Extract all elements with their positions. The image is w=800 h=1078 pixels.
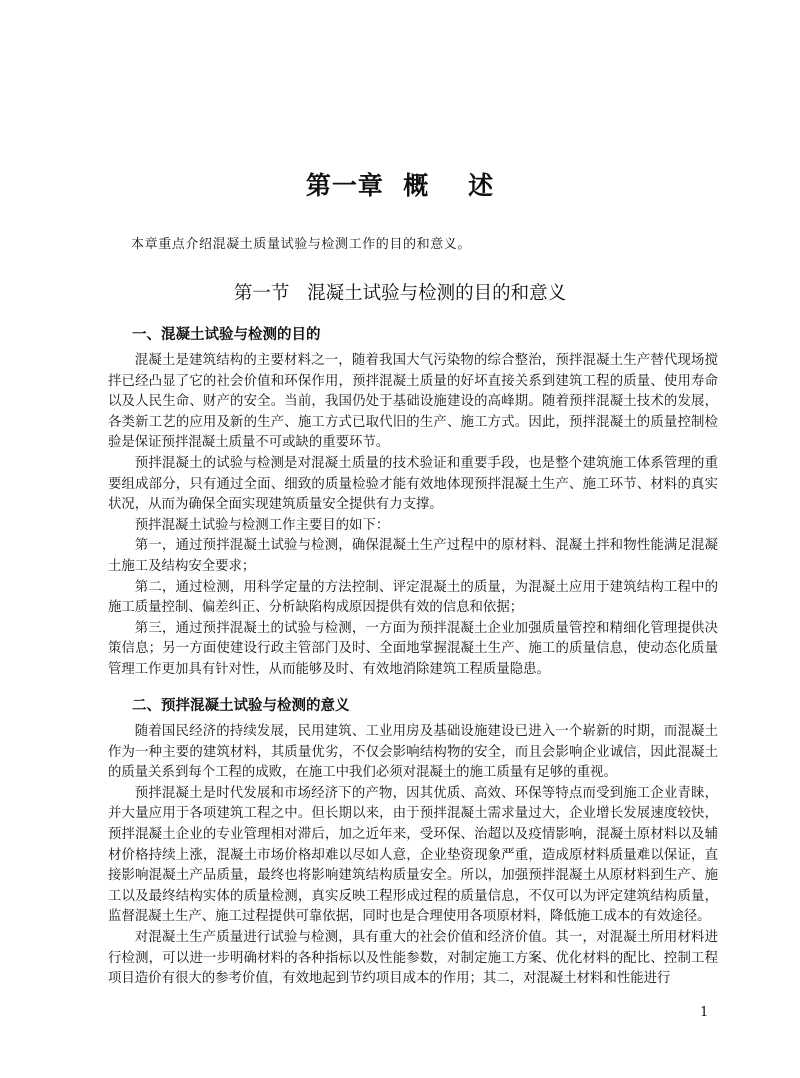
page-number: 1 xyxy=(700,1005,709,1020)
paragraph: 第一，通过预拌混凝土试验与检测，确保混凝土生产过程中的原材料、混凝土拌和物性能满足混凝土施工及结构安全要求； xyxy=(108,538,718,574)
purpose-body xyxy=(108,351,718,681)
chapter-intro: 本章重点介绍混凝土质量试验与检测工作的目的和意义。 xyxy=(131,237,472,252)
paragraph: 对混凝土生产质量进行试验与检测，具有重大的社会价值和经济价值。其一，对混凝土所用材料进行检测，可以进一步明确材料的各种指标以及性能参数，对制定施工方案、优化材料的配比、控制工程项目造价有很大的参考价值，有效地起到节约项目成本的作用；其二，对混凝土材料和性能进行 xyxy=(108,929,718,987)
paragraph: 随着国民经济的持续发展，民用建筑、工业用房及基础设施建设已进入一个崭新的时期，而混凝土作为一种主要的建筑材料，其质量优劣，不仅会影响结构物的安全，而且会影响企业诚信，因此混凝土的质量关系到每个工程的成败，在施工中我们必须对混凝土的施工质量有足够的重视。 xyxy=(108,724,718,781)
paragraph: 第三，通过预拌混凝土的试验与检测，一方面为预拌混凝土企业加强质量管控和精细化管理提供决策信息；另一方面使建设行政主管部门及时、全面地掌握混凝土生产、施工的质量信息，使动态化质量管理工作更加具有针对性，从而能够及时、有效地消除建筑工程质量隐患。 xyxy=(108,620,718,677)
paragraph: 第二，通过检测，用科学定量的方法控制、评定混凝土的质量，为混凝土应用于建筑结构工程中的施工质量控制、偏差纠正、分析缺陷构成原因提供有效的信息和依据； xyxy=(108,579,718,616)
paragraph: 混凝土是建筑结构的主要材料之一，随着我国大气污染物的综合整治，预拌混凝土生产替代现场搅拌已经凸显了它的社会价值和环保作用，预拌混凝土质量的好坏直接关系到建筑工程的质量、使用寿命以及人民生命、财产的安全。当前，我国仍处于基础设施建设的高峰期。随着预拌混凝土技术的发展，各类新工艺的应用及新的生产、施工方式已取代旧的生产、施工方式。因此，预拌混凝土的质量控制检验是保证预拌混凝土质量不可或缺的重要环节。 xyxy=(108,353,718,451)
paragraph: 预拌混凝土试验与检测工作主要目的如下： xyxy=(134,517,390,533)
significance-body xyxy=(108,722,718,990)
heading-significance: 二、预拌混凝土试验与检测的意义 xyxy=(132,698,350,714)
section-title: 第一节 混凝土试验与检测的目的和意义 xyxy=(233,283,567,304)
paragraph: 预拌混凝土的试验与检测是对混凝土质量的技术验证和重要手段，也是整个建筑施工体系管理的重要组成部分，只有通过全面、细致的质量检验才能有效地体现预拌混凝土生产、施工环节、材料的真实状况，从而为确保全面实现建筑质量安全提供有力支撑。 xyxy=(108,455,718,513)
heading-purpose: 一、混凝土试验与检测的目的 xyxy=(132,327,321,343)
chapter-title: 第一章 概 述 xyxy=(305,171,495,200)
paragraph: 预拌混凝土是时代发展和市场经济下的产物，因其优质、高效、环保等特点而受到施工企业青睐，并大量应用于各项建筑工程之中。但长期以来，由于预拌混凝土需求量过大，企业增长发展速度较快，预拌混凝土企业的专业管理相对滞后，加之近年来，受环保、治超以及疫情影响，混凝土原材料以及辅材价格持续上涨，混凝土市场价格却难以尽如人意，企业垫资现象严重，造成原材料质量难以保证，直接影响混凝土产品质量，最终也将影响建筑结构质量安全。所以，加强预拌混凝土从原材料到生产、施工以及最终结构实体的质量检测，真实反映工程形成过程的质量信息，不仅可以为评定建筑结构质量，监督混凝土生产、施工过程提供可靠依据，同时也是合理使用各项原材料，降低施工成本的有效途径。 xyxy=(108,785,718,925)
